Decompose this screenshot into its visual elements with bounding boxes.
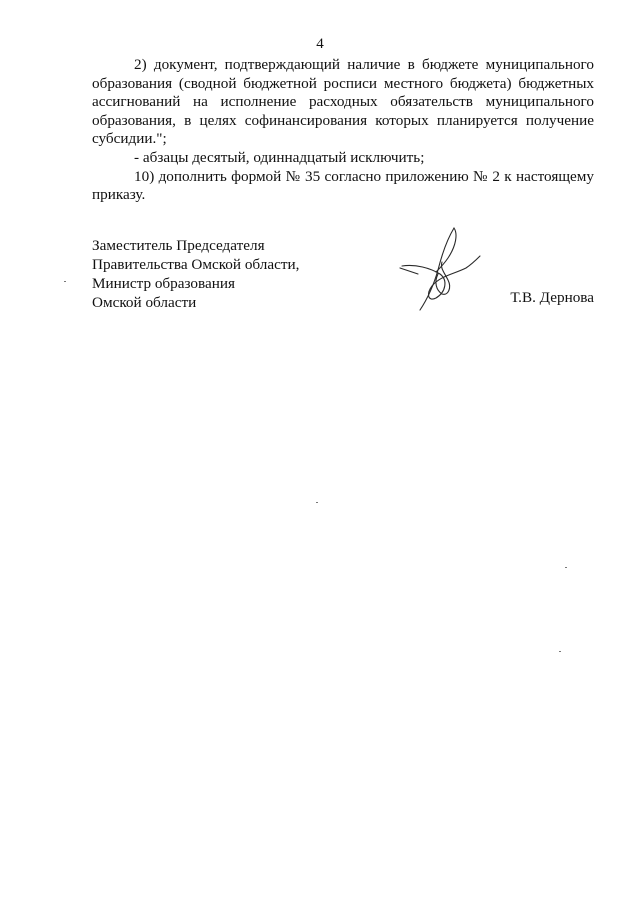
position-line: Министр образования: [92, 275, 235, 292]
scan-speck: [316, 502, 318, 503]
position-line: Омской области: [92, 294, 197, 311]
paragraph-document-requirement: 2) документ, подтверждающий наличие в бюджете муниципального образования (сводной бюджетной росписи местного бюджета) бюджетных ассигнований на исполнение расходных обязательств муниципального образования, в целях софинансирования которых планируется получение субсидии.";: [92, 56, 594, 148]
scan-speck: [64, 281, 66, 282]
signer-name: Т.В. Дернова: [510, 289, 594, 306]
scan-speck: [559, 651, 561, 652]
position-line: Правительства Омской области,: [92, 256, 300, 273]
signatory-position: [92, 236, 299, 312]
document-body: [92, 56, 594, 205]
position-line: Заместитель Председателя: [92, 237, 265, 254]
handwritten-signature: [396, 224, 486, 316]
page-number: 4: [316, 36, 324, 52]
paragraph-add-form: 10) дополнить формой № 35 согласно приложению № 2 к настоящему приказу.: [92, 167, 594, 204]
scan-speck: [565, 567, 567, 568]
signature-stroke: [400, 268, 418, 274]
paragraph-exclusion: - абзацы десятый, одиннадцатый исключить;: [134, 148, 425, 166]
